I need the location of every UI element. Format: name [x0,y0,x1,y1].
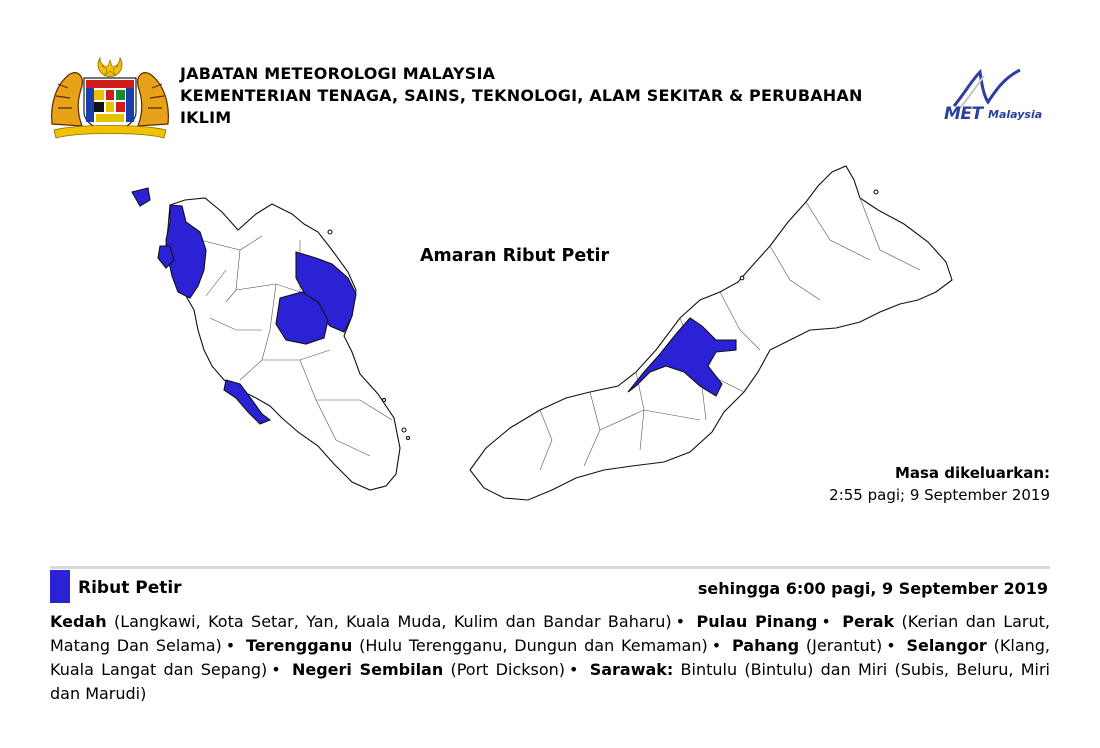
warning-state: Pahang [731,636,800,655]
valid-until: sehingga 6:00 pagi, 9 September 2019 [697,579,1048,598]
bullet-separator: • [225,636,236,655]
bullet-separator: • [886,636,896,655]
org-name-line-1: JABATAN METEOROLOGI MALAYSIA [180,64,496,83]
met-malaysia-logo [930,64,1050,124]
bullet-separator: • [821,612,831,631]
warning-state: Kedah [50,612,107,631]
legend-color-swatch [50,570,70,603]
coat-of-arms-icon [48,54,172,140]
issued-label: Masa dikeluarkan: [894,464,1050,482]
header [0,0,1100,150]
warning-state: Selangor [906,636,987,655]
warning-state: Terengganu [246,636,353,655]
affected-langkawi [132,188,150,206]
warning-districts: (Langkawi, Kota Setar, Yan, Kuala Muda, Kulim dan Bandar Baharu) [114,612,672,631]
warning-state: Perak [842,612,895,631]
org-name-line-3: IKLIM [180,108,232,127]
logo-text-main: MET [944,104,983,124]
bullet-separator: • [569,660,579,679]
legend-label: Ribut Petir [78,578,182,598]
warning-districts: (Klang, Kuala Langat dan Sepang) [50,636,1051,679]
warning-state: Negeri Sembilan [291,660,444,679]
issued-time: 2:55 pagi; 9 September 2019 [829,486,1050,504]
logo-text-country: Malaysia [988,108,1043,121]
warning-state: Pulau Pinang [696,612,818,631]
org-name-line-2: KEMENTERIAN TENAGA, SAINS, TEKNOLOGI, ALAM SEKITAR & PERUBAHAN [180,86,863,105]
warning-state: Sarawak: [589,660,674,679]
bullet-separator: • [675,612,686,631]
east-malaysia [470,166,952,500]
warning-area-list [50,610,1050,706]
bullet-separator: • [271,660,281,679]
section-divider [50,566,1050,569]
bullet-separator: • [711,636,722,655]
organization-name [180,63,920,129]
warning-districts: Bintulu (Bintulu) dan Miri (Subis, Beluru, Miri dan Marudi) [50,660,1050,703]
warning-districts: (Kerian dan Larut, Matang Dan Selama) [50,612,1050,655]
map-title: Amaran Ribut Petir [420,246,610,266]
warning-districts: (Port Dickson) [450,660,566,679]
issued-time-block [829,462,1050,506]
warning-districts: (Jerantut) [805,636,883,655]
warning-districts: (Hulu Terengganu, Dungun dan Kemaman) [359,636,708,655]
